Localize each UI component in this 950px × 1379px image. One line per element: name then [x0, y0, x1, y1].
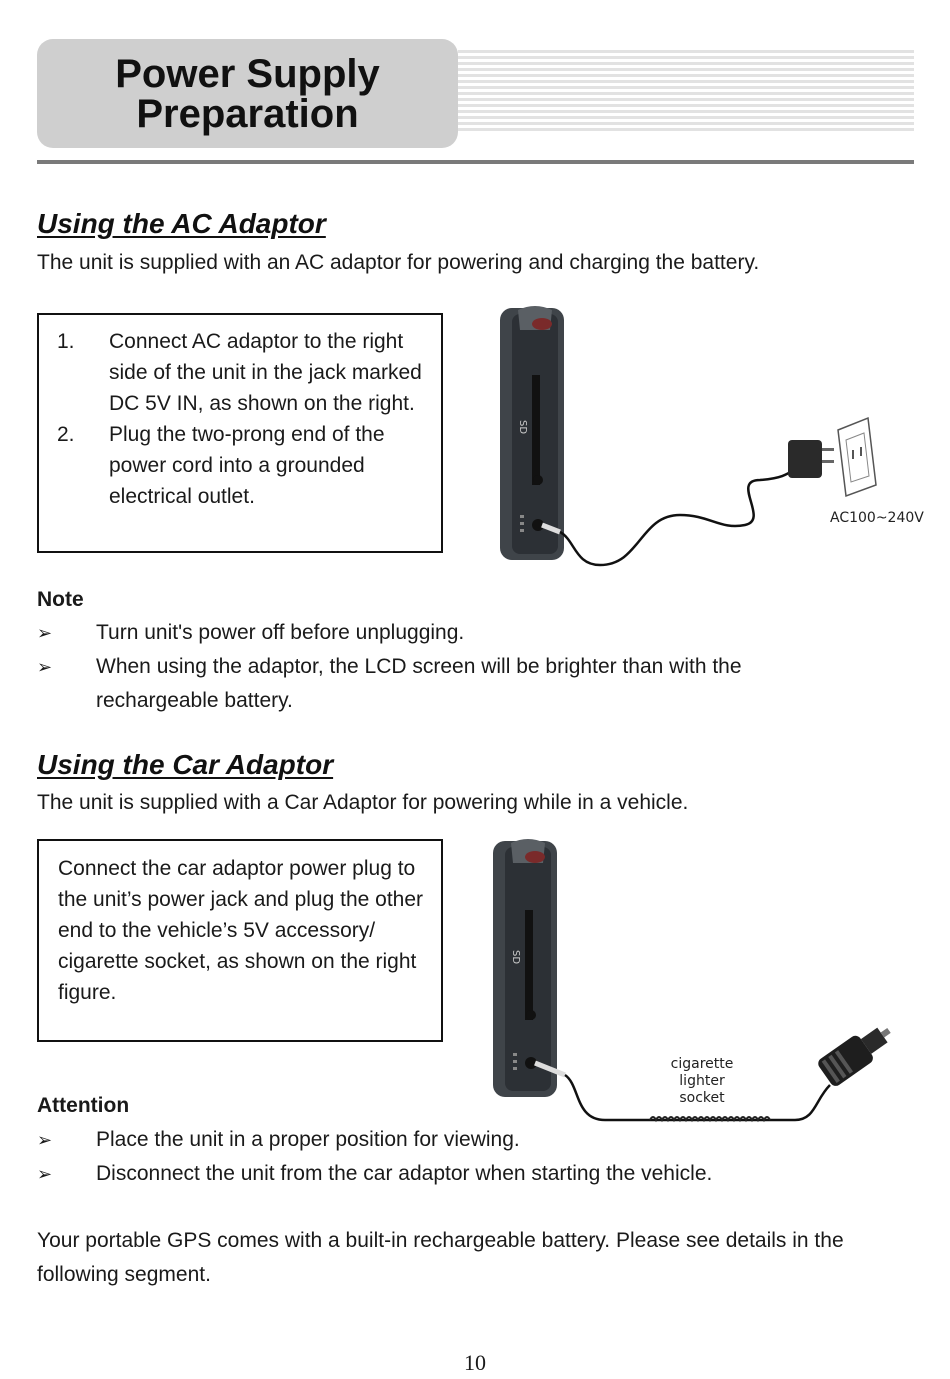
car-adaptor-figure [485, 835, 905, 1135]
car-instruction-text: Connect the car adaptor power plug to the unit’s power jack and plug the other end to the vehicle’s 5V accessory/ cigarette socket, as shown on the right figure. [58, 857, 424, 1004]
ac-adaptor-heading: Using the AC Adaptor [37, 208, 326, 239]
note-item-text: Turn unit's power off before unplugging. [96, 621, 465, 644]
ac-steps-list [57, 326, 429, 512]
note-item [37, 650, 917, 718]
svg-text:SD: SD [510, 950, 521, 965]
arrow-bullet-icon: ➢ [37, 657, 53, 677]
note-label: Note [37, 588, 84, 611]
ac-adaptor-intro: The unit is supplied with an AC adaptor for powering and charging the battery. [37, 251, 760, 274]
cigarette-lighter-plug-illustration [816, 1017, 898, 1088]
power-cord-illustration [542, 462, 808, 565]
page-number: 10 [464, 1350, 486, 1375]
attention-item [37, 1157, 917, 1191]
arrow-bullet-icon: ➢ [37, 623, 53, 643]
car-adaptor-heading: Using the Car Adaptor [37, 749, 334, 780]
attention-item-text: Disconnect the unit from the car adaptor when starting the vehicle. [96, 1162, 713, 1185]
ac-step-number: 2. [57, 423, 75, 446]
header-divider [37, 160, 914, 164]
attention-list [37, 1123, 917, 1191]
page-title-line2: Preparation [136, 91, 359, 136]
ac-step-number: 1. [57, 330, 75, 353]
gps-unit-side-illustration [493, 839, 557, 1097]
ac-step [57, 419, 429, 512]
page-title-line1: Power Supply [115, 51, 380, 96]
ac-adaptor-figure [490, 300, 940, 575]
note-item [37, 616, 917, 650]
header-stripes-decoration [458, 50, 914, 134]
ac-step [57, 326, 429, 419]
attention-label: Attention [37, 1094, 130, 1117]
ac-step-text: Connect AC adaptor to the right side of the unit in the jack marked DC 5V IN, as shown on the right. [109, 330, 422, 415]
gps-unit-side-illustration [500, 306, 564, 560]
attention-item [37, 1123, 917, 1157]
wall-outlet-illustration [838, 418, 876, 496]
socket-label-line2: lighter [679, 1073, 725, 1089]
note-list [37, 616, 917, 718]
closing-paragraph: Your portable GPS comes with a built-in rechargeable battery. Please see details in the following segment. [37, 1229, 844, 1286]
note-item-text: When using the adaptor, the LCD screen will be brighter than with the rechargeable battery. [96, 655, 742, 712]
arrow-bullet-icon: ➢ [37, 1164, 53, 1184]
wall-adaptor-illustration [788, 440, 834, 478]
voltage-label: AC100~240V [830, 510, 924, 526]
svg-text:SD: SD [517, 420, 528, 435]
ac-step-text: Plug the two-prong end of the power cord into a grounded electrical outlet. [109, 423, 385, 508]
socket-label-line1: cigarette [670, 1056, 734, 1072]
arrow-bullet-icon: ➢ [37, 1130, 53, 1150]
attention-item-text: Place the unit in a proper position for viewing. [96, 1128, 520, 1151]
socket-label-line3: socket [679, 1090, 725, 1106]
page-title-tab [37, 39, 458, 148]
car-adaptor-intro: The unit is supplied with a Car Adaptor for powering while in a vehicle. [37, 791, 689, 814]
